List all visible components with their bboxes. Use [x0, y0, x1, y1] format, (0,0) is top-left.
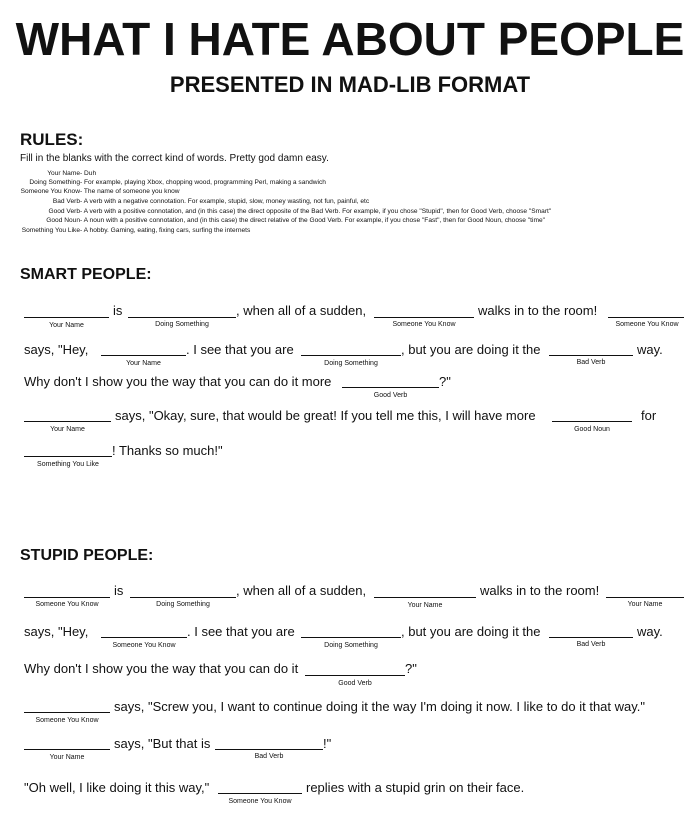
rule-desc: - A noun with a positive connotation, and (in this case) the direct relative of the Good Verb. For example, if you chose "Fast", then for Good Noun, choose "time" — [80, 217, 545, 224]
story-text: , but you are doing it the — [401, 624, 541, 639]
story-text: says, "Hey, — [24, 342, 89, 357]
story-text: says, "But that is — [114, 736, 211, 751]
blank-label: Good Verb — [338, 680, 372, 687]
blank-label: Someone You Know — [112, 642, 176, 649]
page-title: WHAT I HATE ABOUT PEOPLE — [15, 13, 685, 65]
blank-your-name[interactable] — [24, 749, 110, 750]
rule-desc: - The name of someone you know — [80, 188, 180, 195]
rule-term: Bad Verb — [52, 198, 80, 205]
blank-label: Good Verb — [373, 392, 408, 399]
rule-item — [0, 216, 700, 226]
blank-doing-something[interactable] — [130, 597, 236, 598]
rule-term: Good Verb — [48, 208, 80, 215]
blank-your-name[interactable] — [101, 355, 186, 356]
rule-desc: - Duh — [80, 170, 97, 177]
story-text: says, "Okay, sure, that would be great! If you tell me this, I will have more — [115, 408, 536, 423]
rule-desc: - A hobby. Gaming, eating, fixing cars, surfing the internets — [80, 227, 251, 234]
story-text: is — [113, 303, 123, 318]
blank-your-name[interactable] — [374, 597, 476, 598]
blank-doing-something[interactable] — [301, 637, 401, 638]
story-text: for — [641, 408, 657, 423]
blank-label: Doing Something — [155, 321, 209, 328]
blank-label: Bad Verb — [576, 359, 606, 366]
blank-doing-something[interactable] — [301, 355, 401, 356]
blank-something-you-like[interactable] — [24, 456, 112, 457]
blank-label: Your Name — [126, 360, 161, 367]
blank-your-name[interactable] — [606, 597, 684, 598]
blank-someone-you-know[interactable] — [608, 317, 684, 318]
blank-someone-you-know[interactable] — [101, 637, 187, 638]
blank-doing-something[interactable] — [128, 317, 236, 318]
story-text: way. — [637, 342, 663, 357]
stupid-heading: STUPID PEOPLE: — [20, 547, 154, 564]
rule-term: Good Noun — [46, 217, 80, 224]
blank-label: Your Name — [50, 426, 85, 433]
story-text: replies with a stupid grin on their face. — [306, 780, 525, 795]
story-text: . I see that you are — [187, 624, 295, 639]
story-text: way. — [637, 624, 663, 639]
story-text: , when all of a sudden, — [236, 583, 367, 598]
story-text: . I see that you are — [186, 342, 294, 357]
story-text: ?" — [405, 661, 417, 676]
story-text: !" — [323, 736, 332, 751]
blank-label: Bad Verb — [576, 641, 606, 648]
blank-bad-verb[interactable] — [549, 355, 633, 356]
blank-label: Someone You Know — [615, 321, 679, 328]
rule-desc: - A verb with a positive connotation, and (in this case) the direct opposite of the Bad Verb. For example, if you chose "Stupid", then for Good Verb, choose "Smart" — [80, 208, 552, 215]
blank-label: Someone You Know — [35, 717, 99, 724]
blank-good-verb[interactable] — [342, 387, 439, 388]
story-text: ! Thanks so much!" — [112, 443, 223, 458]
story-text: , when all of a sudden, — [236, 303, 367, 318]
rule-term: Doing Something — [29, 179, 80, 186]
blank-someone-you-know[interactable] — [24, 597, 110, 598]
story-text: says, "Hey, — [24, 624, 89, 639]
story-text: Why don't I show you the way that you can do it more — [24, 374, 332, 389]
blank-bad-verb[interactable] — [215, 749, 323, 750]
story-text: , but you are doing it the — [401, 342, 541, 357]
rule-term: Your Name — [47, 170, 80, 177]
blank-label: Your Name — [49, 322, 84, 329]
rules-intro: Fill in the blanks with the correct kind of words. Pretty god damn easy. — [20, 153, 329, 164]
blank-label: Your Name — [627, 601, 663, 608]
blank-someone-you-know[interactable] — [218, 793, 302, 794]
blank-your-name[interactable] — [24, 421, 111, 422]
blank-label: Someone You Know — [228, 798, 292, 805]
blank-label: Someone You Know — [35, 601, 99, 608]
blank-label: Doing Something — [324, 360, 378, 367]
blank-good-verb[interactable] — [305, 675, 405, 676]
story-text: Why don't I show you the way that you can do it — [24, 661, 299, 676]
story-text: is — [114, 583, 124, 598]
blank-good-noun[interactable] — [552, 421, 632, 422]
blank-label: Doing Something — [324, 642, 378, 649]
rule-item — [0, 187, 700, 197]
blank-someone-you-know[interactable] — [24, 712, 110, 713]
blank-label: Someone You Know — [392, 321, 456, 328]
blank-label: Doing Something — [156, 601, 210, 608]
story-text: walks in to the room! — [480, 583, 600, 598]
blank-bad-verb[interactable] — [549, 637, 633, 638]
story-text: walks in to the room! — [478, 303, 598, 318]
blank-label: Your Name — [407, 602, 443, 609]
blank-label: Bad Verb — [254, 753, 284, 760]
smart-heading: SMART PEOPLE: — [20, 266, 152, 283]
blank-label: Good Noun — [574, 426, 610, 433]
rule-desc: - For example, playing Xbox, chopping wood, programming Perl, making a sandwich — [80, 179, 326, 186]
rule-item — [0, 226, 700, 236]
story-text: says, "Screw you, I want to continue doing it the way I'm doing it now. I like to do it that way." — [114, 699, 646, 714]
blank-your-name[interactable] — [24, 317, 109, 318]
rule-item — [0, 197, 700, 207]
rules-heading: RULES: — [20, 130, 84, 149]
blank-label: Your Name — [49, 754, 85, 761]
rule-term: Something You Like — [21, 227, 80, 234]
story-text: ?" — [439, 374, 451, 389]
blank-someone-you-know[interactable] — [374, 317, 474, 318]
rule-term: Someone You Know — [20, 188, 80, 195]
rule-desc: - A verb with a negative connotation. For example, stupid, slow, money wasting, not fun, painful, etc — [80, 198, 370, 205]
blank-label: Something You Like — [37, 461, 99, 468]
story-text: "Oh well, I like doing it this way," — [24, 780, 210, 795]
page-subtitle: PRESENTED IN MAD-LIB FORMAT — [169, 72, 531, 97]
